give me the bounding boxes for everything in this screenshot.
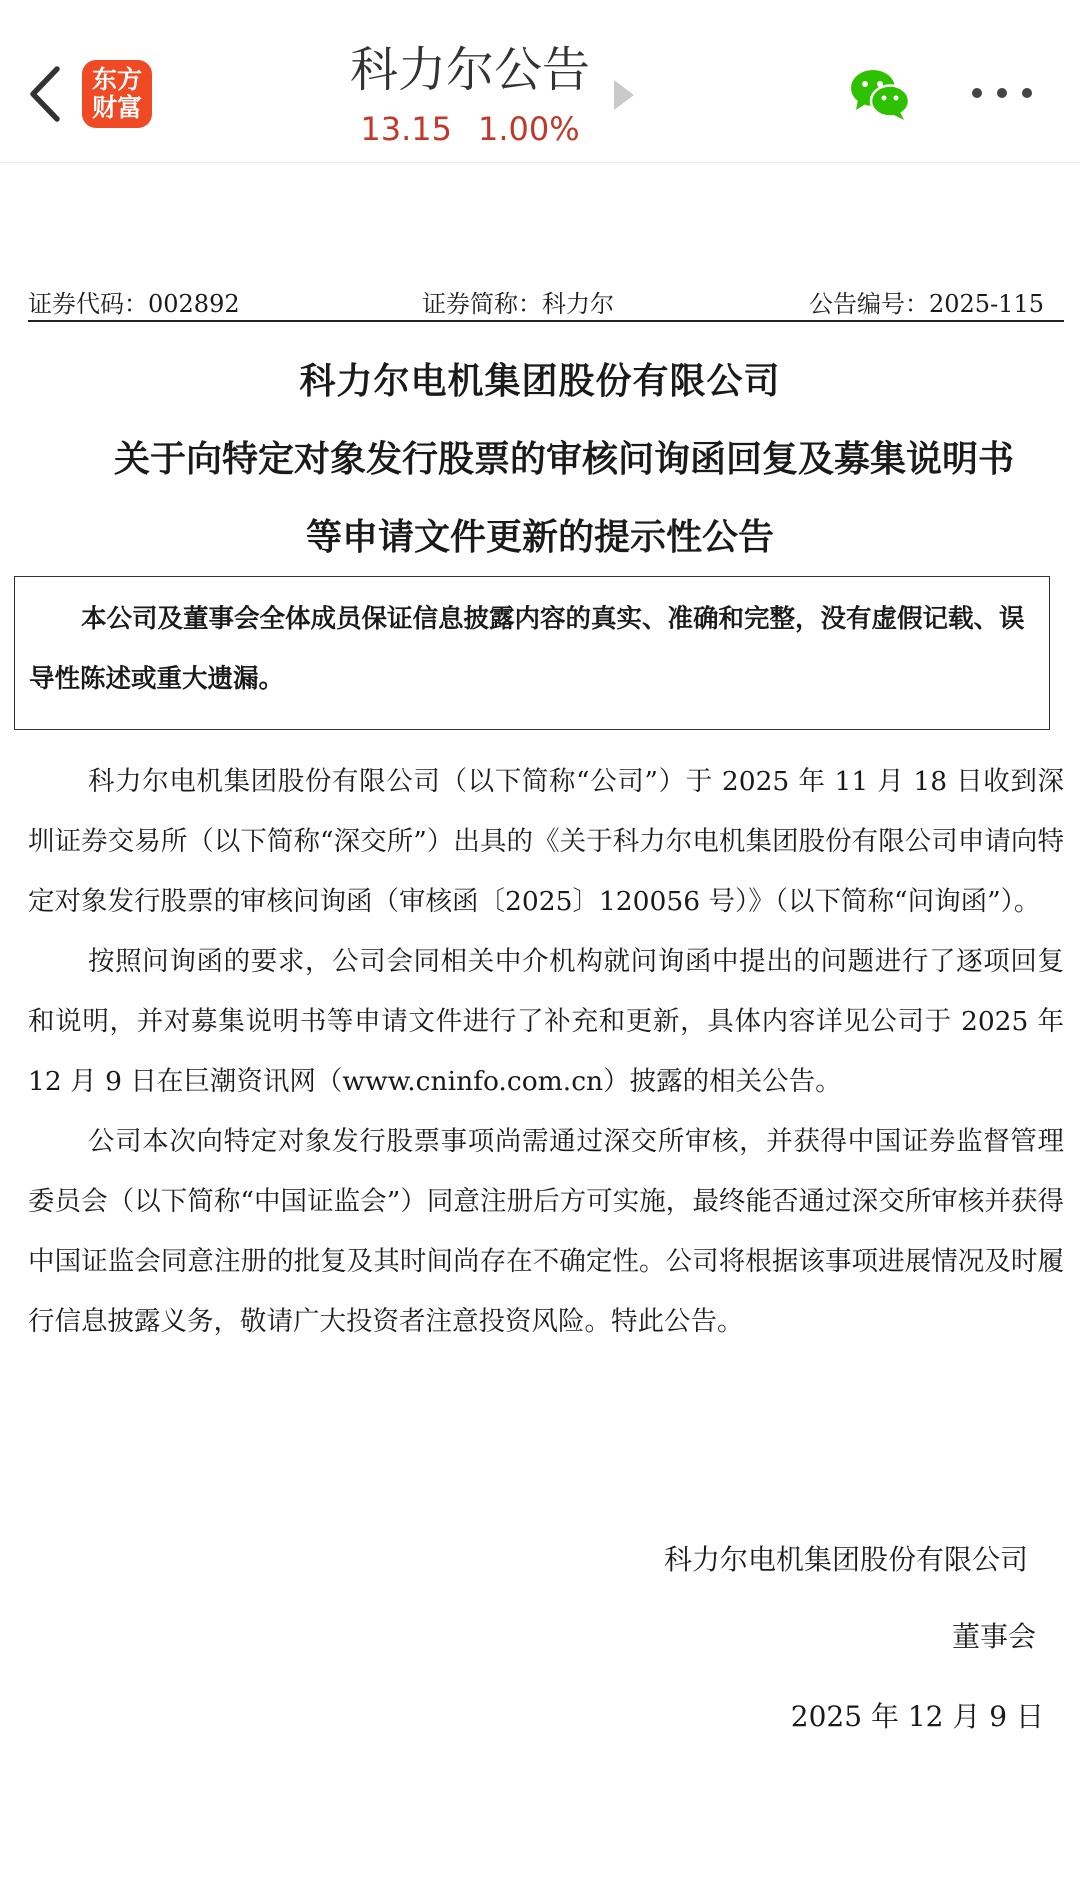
document-body [28,752,1064,1352]
logo-text-line1: 东方 [91,65,142,94]
security-code: 证券代码：002892 [28,290,240,318]
statement-box [14,576,1050,730]
document-title-line1: 关于向特定对象发行股票的审核问询函回复及募集说明书 [114,438,1015,480]
logo-text-line2: 财富 [91,93,142,122]
signature-company: 科力尔电机集团股份有限公司 [663,1543,1028,1576]
page-title: 科力尔公告 [349,42,590,98]
body-paragraph: 科力尔电机集团股份有限公司（以下简称“公司”）于 2025 年 11 月 18 日收到深圳证券交易所（以下简称“深交所”）出具的《关于科力尔电机集团股份有限公司申请向特定对象发行股票的审核问询函（审核函〔2025〕120056 号）》（以下简称“问询函”）。 [28,766,1064,917]
document-title-line2: 等申请文件更新的提示性公告 [305,516,774,558]
statement-text: 本公司及董事会全体成员保证信息披露内容的真实、准确和完整，没有虚假记载、误导性陈述或重大遗漏。 [29,604,1025,694]
body-paragraph: 按照问询函的要求，公司会同相关中介机构就问询函中提出的问题进行了逐项回复和说明，并对募集说明书等申请文件进行了补充和更新，具体内容详见公司于 2025 年 12 月 9 日在巨潮资讯网（www.cninfo.com.cn）披露的相关公告。 [28,946,1064,1097]
body-paragraph: 公司本次向特定对象发行股票事项尚需通过深交所审核，并获得中国证券监督管理委员会（以下简称“中国证监会”）同意注册后方可实施，最终能否通过深交所审核并获得中国证监会同意注册的批复及其时间尚存在不确定性。公司将根据该事项进展情况及时履行信息披露义务，敬请广大投资者注意投资风险。特此公告。 [28,1126,1064,1337]
document-meta-row [28,282,1064,322]
signature-date: 2025 年 12 月 9 日 [790,1700,1044,1733]
stock-change-percent: 1.00% [477,110,580,148]
stock-price: 13.15 [360,110,452,148]
signature-board: 董事会 [951,1620,1036,1653]
document-company-heading: 科力尔电机集团股份有限公司 [299,360,781,402]
announcement-number: 公告编号：2025-115 [809,290,1044,318]
security-short-name: 证券简称：科力尔 [422,290,614,318]
